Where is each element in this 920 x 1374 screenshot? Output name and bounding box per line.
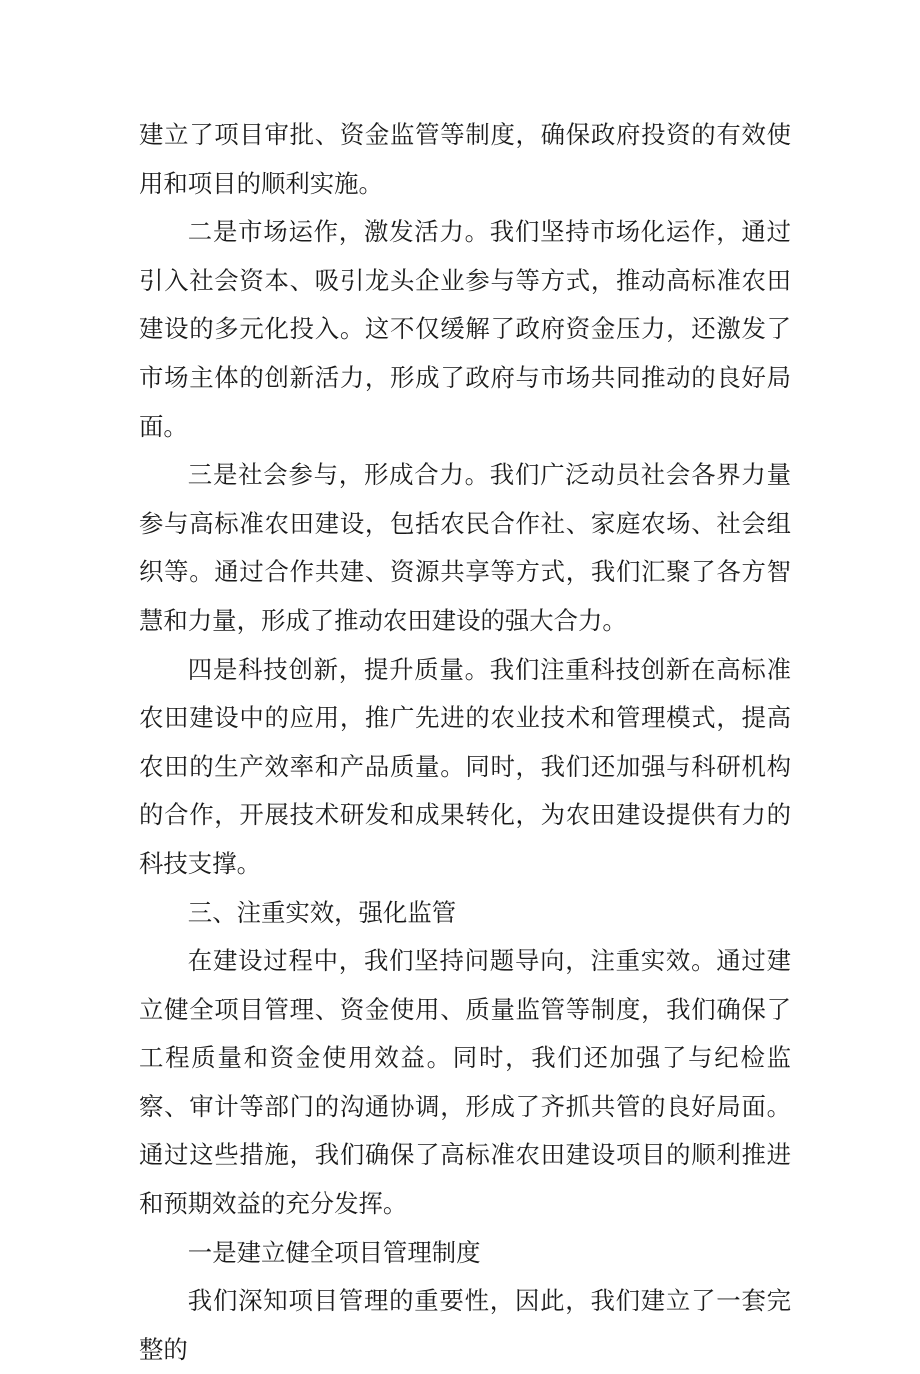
paragraph-project-management: 我们深知项目管理的重要性，因此，我们建立了一套完整的: [139, 1286, 791, 1364]
paragraph-continuation: 建立了项目审批、资金监管等制度，确保政府投资的有效使用和项目的顺利实施。: [139, 120, 791, 198]
subheading-project-management: 一是建立健全项目管理制度: [187, 1237, 481, 1267]
paragraph-construction-process: 在建设过程中，我们坚持问题导向，注重实效。通过建立健全项目管理、资金使用、质量监管等制度，我们确保了工程质量和资金使用效益。同时，我们还加强了与纪检监察、审计等部门的沟通协调，形成了齐抓共管的良好局面。通过这些措施，我们确保了高标准农田建设项目的顺利推进和预期效益的充分发挥。: [139, 946, 791, 1219]
section-heading-effectiveness: 三、注重实效，强化监管: [187, 897, 457, 927]
paragraph-social-participation: 三是社会参与，形成合力。我们广泛动员社会各界力量参与高标准农田建设，包括农民合作社、家庭农场、社会组织等。通过合作共建、资源共享等方式，我们汇聚了各方智慧和力量，形成了推动农田建设的强大合力。: [139, 460, 791, 635]
paragraph-market-operation: 二是市场运作，激发活力。我们坚持市场化运作，通过引入社会资本、吸引龙头企业参与等方式，推动高标准农田建设的多元化投入。这不仅缓解了政府资金压力，还激发了市场主体的创新活力，形成了政府与市场共同推动的良好局面。: [139, 217, 791, 441]
document-body: [139, 111, 791, 1374]
paragraph-tech-innovation: 四是科技创新，提升质量。我们注重科技创新在高标准农田建设中的应用，推广先进的农业技术和管理模式，提高农田的生产效率和产品质量。同时，我们还加强与科研机构的合作，开展技术研发和成果转化，为农田建设提供有力的科技支撑。: [139, 654, 791, 878]
